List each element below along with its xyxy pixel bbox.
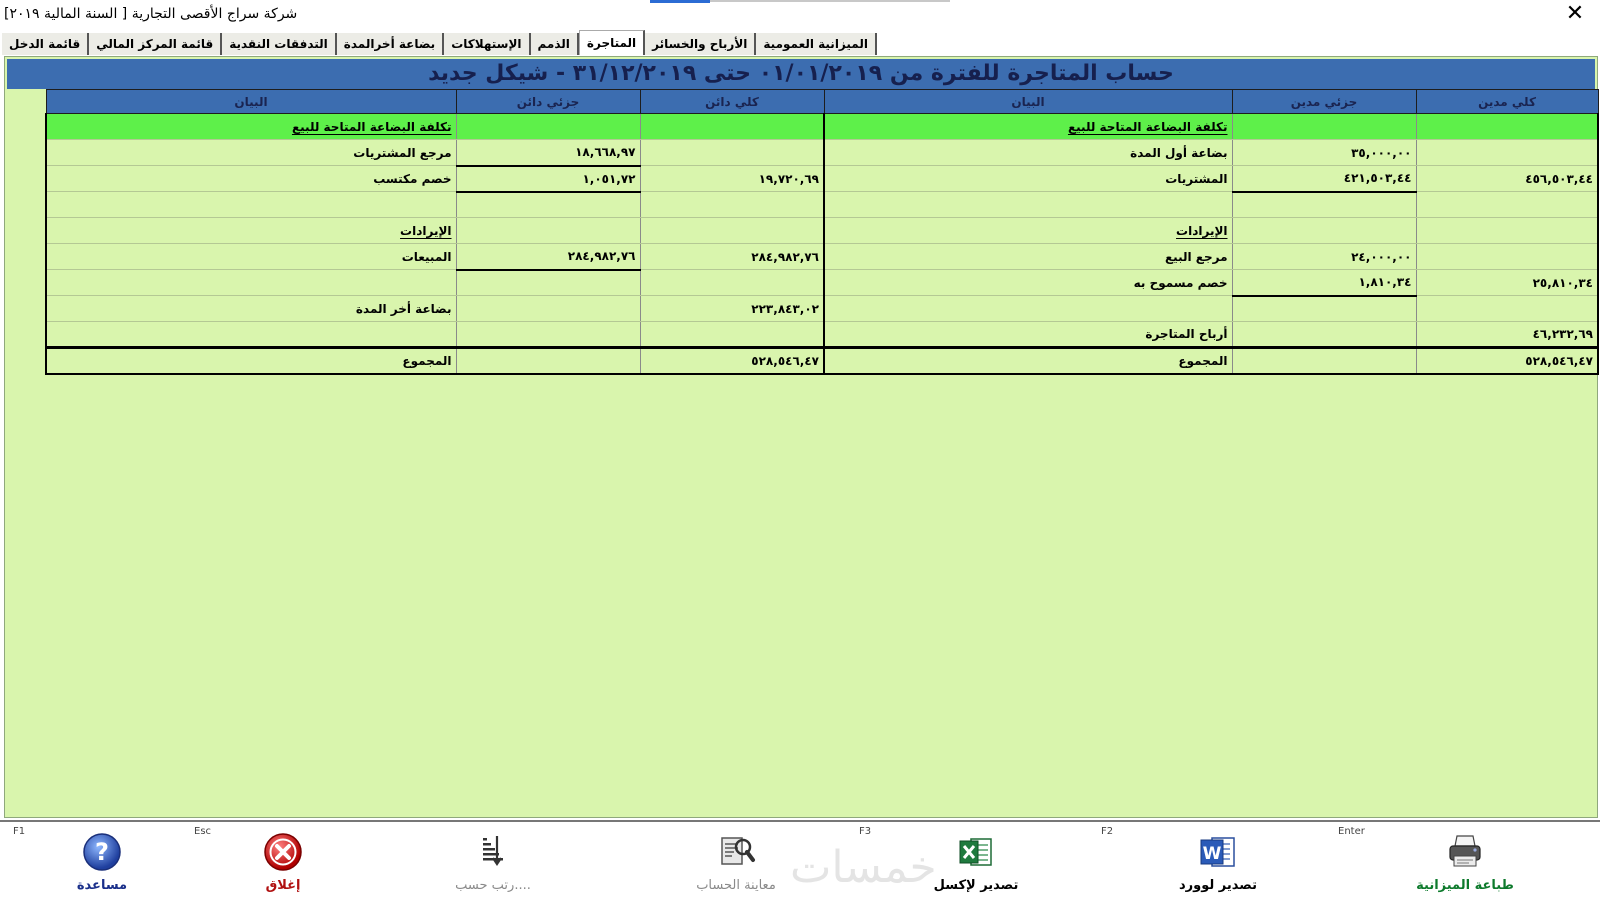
tab-trading[interactable]: المتاجرة: [579, 30, 645, 55]
cell-credit-partial: [456, 270, 640, 296]
tab-cash-flows[interactable]: التدفقات النقدية: [222, 33, 337, 55]
help-label: مساعدة: [76, 878, 128, 893]
cell-credit-desc: تكلفة البضاعة المتاحة للبيع: [46, 114, 456, 140]
cell-credit-partial: [456, 348, 640, 374]
cell-debit-total: [1416, 140, 1598, 166]
svg-text:W: W: [1202, 844, 1222, 864]
tab-ending-inventory[interactable]: بضاعة أخرالمدة: [337, 33, 444, 55]
help-button[interactable]: [13, 822, 177, 900]
cell-credit-partial: [456, 296, 640, 322]
table-row[interactable]: [46, 244, 1598, 270]
cell-debit-partial: [1232, 322, 1416, 348]
trading-account-table: [45, 89, 1599, 375]
cell-credit-desc: الإيرادات: [46, 218, 456, 244]
cell-debit-total: [1416, 114, 1598, 140]
export-excel-label: تصدير لإكسل: [933, 878, 1019, 893]
cell-debit-partial: [1232, 192, 1416, 218]
column-header-debit-desc: البيان: [824, 90, 1232, 114]
table-row[interactable]: [46, 192, 1598, 218]
cell-credit-desc: [46, 192, 456, 218]
cell-credit-total: [640, 114, 824, 140]
cell-credit-partial: ١,٠٥١,٧٢: [456, 166, 640, 192]
report-heading: حساب المتاجرة للفترة من ٠١/٠١/٢٠١٩ حتى ٣١/١٢/٢٠١٩ - شيكل جديد: [428, 61, 1174, 86]
account-preview-label: معاينة الحساب: [696, 878, 776, 893]
cell-credit-total: ٢٨٤,٩٨٢,٧٦: [640, 244, 824, 270]
table-total-row[interactable]: [46, 348, 1598, 374]
title-accent-line: [650, 0, 710, 3]
report-heading-bar: [7, 59, 1595, 89]
table-row[interactable]: [46, 270, 1598, 296]
cell-credit-total: [640, 270, 824, 296]
cell-credit-partial: ٢٨٤,٩٨٢,٧٦: [456, 244, 640, 270]
table-row[interactable]: [46, 218, 1598, 244]
column-header-debit-total: كلي مدين: [1416, 90, 1598, 114]
cell-credit-partial: [456, 192, 640, 218]
cell-debit-desc: تكلفة البضاعة المتاحة للبيع: [824, 114, 1232, 140]
table-row[interactable]: [46, 114, 1598, 140]
cell-debit-total: [1416, 192, 1598, 218]
cell-debit-desc: الإيرادات: [824, 218, 1232, 244]
help-shortcut-key: F1: [13, 826, 26, 837]
cell-debit-total: [1416, 218, 1598, 244]
title-accent-line-gray: [710, 0, 950, 2]
cell-credit-desc: [46, 322, 456, 348]
cell-debit-total: ٥٢٨,٥٤٦,٤٧: [1416, 348, 1598, 374]
window-title: شركة سراج الأقصى التجارية [ السنة المالية ٢٠١٩]: [4, 6, 298, 22]
cell-credit-desc: المبيعات: [46, 244, 456, 270]
cell-debit-partial: ١,٨١٠,٣٤: [1232, 270, 1416, 296]
cell-debit-partial: ٣٥,٠٠٠,٠٠: [1232, 140, 1416, 166]
table-row[interactable]: [46, 140, 1598, 166]
watermark-text: خمسات: [790, 842, 937, 893]
svg-text:?: ?: [95, 838, 109, 866]
cell-debit-desc: [824, 296, 1232, 322]
cell-debit-desc: المجموع: [824, 348, 1232, 374]
close-shortcut-key: Esc: [194, 826, 212, 837]
tab-profit-loss[interactable]: الأرباح والخسائر: [645, 33, 756, 55]
cell-credit-total: [640, 322, 824, 348]
table-row[interactable]: [46, 322, 1598, 348]
word-icon: [1198, 832, 1238, 872]
cell-debit-total: [1416, 244, 1598, 270]
column-header-debit-partial: جزئي مدين: [1232, 90, 1416, 114]
preview-icon: [716, 832, 756, 872]
cell-debit-partial: [1232, 218, 1416, 244]
tab-receivables[interactable]: الذمم: [531, 33, 579, 55]
printer-icon: [1445, 832, 1485, 872]
print-balance-button[interactable]: [1338, 822, 1540, 900]
cell-debit-partial: ٢٤,٠٠٠,٠٠: [1232, 244, 1416, 270]
close-button[interactable]: [194, 822, 358, 900]
cell-debit-desc: المشتريات: [824, 166, 1232, 192]
sort-icon: [473, 832, 513, 872]
cell-credit-desc: خصم مكتسب: [46, 166, 456, 192]
cell-credit-total: [640, 218, 824, 244]
column-header-credit-partial: جزئي دائن: [456, 90, 640, 114]
tab-depreciation[interactable]: الإستهلاكات: [444, 33, 530, 55]
tab-balance-sheet[interactable]: الميزانية العمومية: [756, 33, 877, 55]
cell-debit-total: ٤٦,٢٣٢,٦٩: [1416, 322, 1598, 348]
table-header-row: [46, 90, 1598, 114]
cell-credit-desc: بضاعة أخر المدة: [46, 296, 456, 322]
cell-debit-total: ٤٥٦,٥٠٣,٤٤: [1416, 166, 1598, 192]
report-tabs: [2, 31, 877, 55]
sort-by-button[interactable]: [418, 822, 568, 900]
cell-debit-partial: [1232, 114, 1416, 140]
cell-debit-total: ٢٥,٨١٠,٣٤: [1416, 270, 1598, 296]
export-word-button[interactable]: [1101, 822, 1293, 900]
cell-debit-partial: ٤٢١,٥٠٣,٤٤: [1232, 166, 1416, 192]
cell-debit-desc: مرجع البيع: [824, 244, 1232, 270]
cell-credit-desc: المجموع: [46, 348, 456, 374]
cell-debit-partial: [1232, 296, 1416, 322]
word-shortcut-key: F2: [1101, 826, 1114, 837]
cell-credit-partial: ١٨,٦٦٨,٩٧: [456, 140, 640, 166]
help-icon: [82, 832, 122, 872]
print-balance-label: طباعة الميزانية: [1416, 878, 1514, 893]
export-word-label: تصدير لوورد: [1179, 878, 1257, 893]
cell-credit-total: ١٩,٧٢٠,٦٩: [640, 166, 824, 192]
excel-shortcut-key: F3: [859, 826, 872, 837]
cell-credit-partial: [456, 218, 640, 244]
account-preview-button[interactable]: [661, 822, 811, 900]
cell-credit-partial: [456, 322, 640, 348]
table-row[interactable]: [46, 296, 1598, 322]
column-header-credit-total: كلي دائن: [640, 90, 824, 114]
cell-debit-total: [1416, 296, 1598, 322]
close-label: إغلاق: [265, 878, 301, 893]
column-header-credit-desc: البيان: [46, 90, 456, 114]
table-row[interactable]: [46, 166, 1598, 192]
close-icon[interactable]: ✕: [1565, 1, 1585, 26]
tab-income-statement[interactable]: قائمة الدخل: [2, 33, 89, 55]
cell-debit-desc: بضاعة أول المدة: [824, 140, 1232, 166]
report-panel: [4, 56, 1598, 818]
cell-credit-total: [640, 140, 824, 166]
cell-credit-desc: [46, 270, 456, 296]
cell-debit-partial: [1232, 348, 1416, 374]
close-circle-icon: [263, 832, 303, 872]
cell-credit-total: [640, 192, 824, 218]
bottom-toolbar: [0, 820, 1600, 900]
cell-debit-desc: [824, 192, 1232, 218]
cell-credit-total: ٢٢٣,٨٤٣,٠٢: [640, 296, 824, 322]
cell-debit-desc: أرباح المتاجرة: [824, 322, 1232, 348]
title-bar: [0, 0, 1600, 30]
print-shortcut-key: Enter: [1338, 826, 1365, 837]
excel-icon: [956, 832, 996, 872]
cell-credit-total: ٥٢٨,٥٤٦,٤٧: [640, 348, 824, 374]
tab-financial-position[interactable]: قائمة المركز المالي: [89, 33, 222, 55]
cell-credit-partial: [456, 114, 640, 140]
sort-by-label: ....رتب حسب: [455, 878, 531, 893]
cell-credit-desc: مرجع المشتريات: [46, 140, 456, 166]
cell-debit-desc: خصم مسموح به: [824, 270, 1232, 296]
